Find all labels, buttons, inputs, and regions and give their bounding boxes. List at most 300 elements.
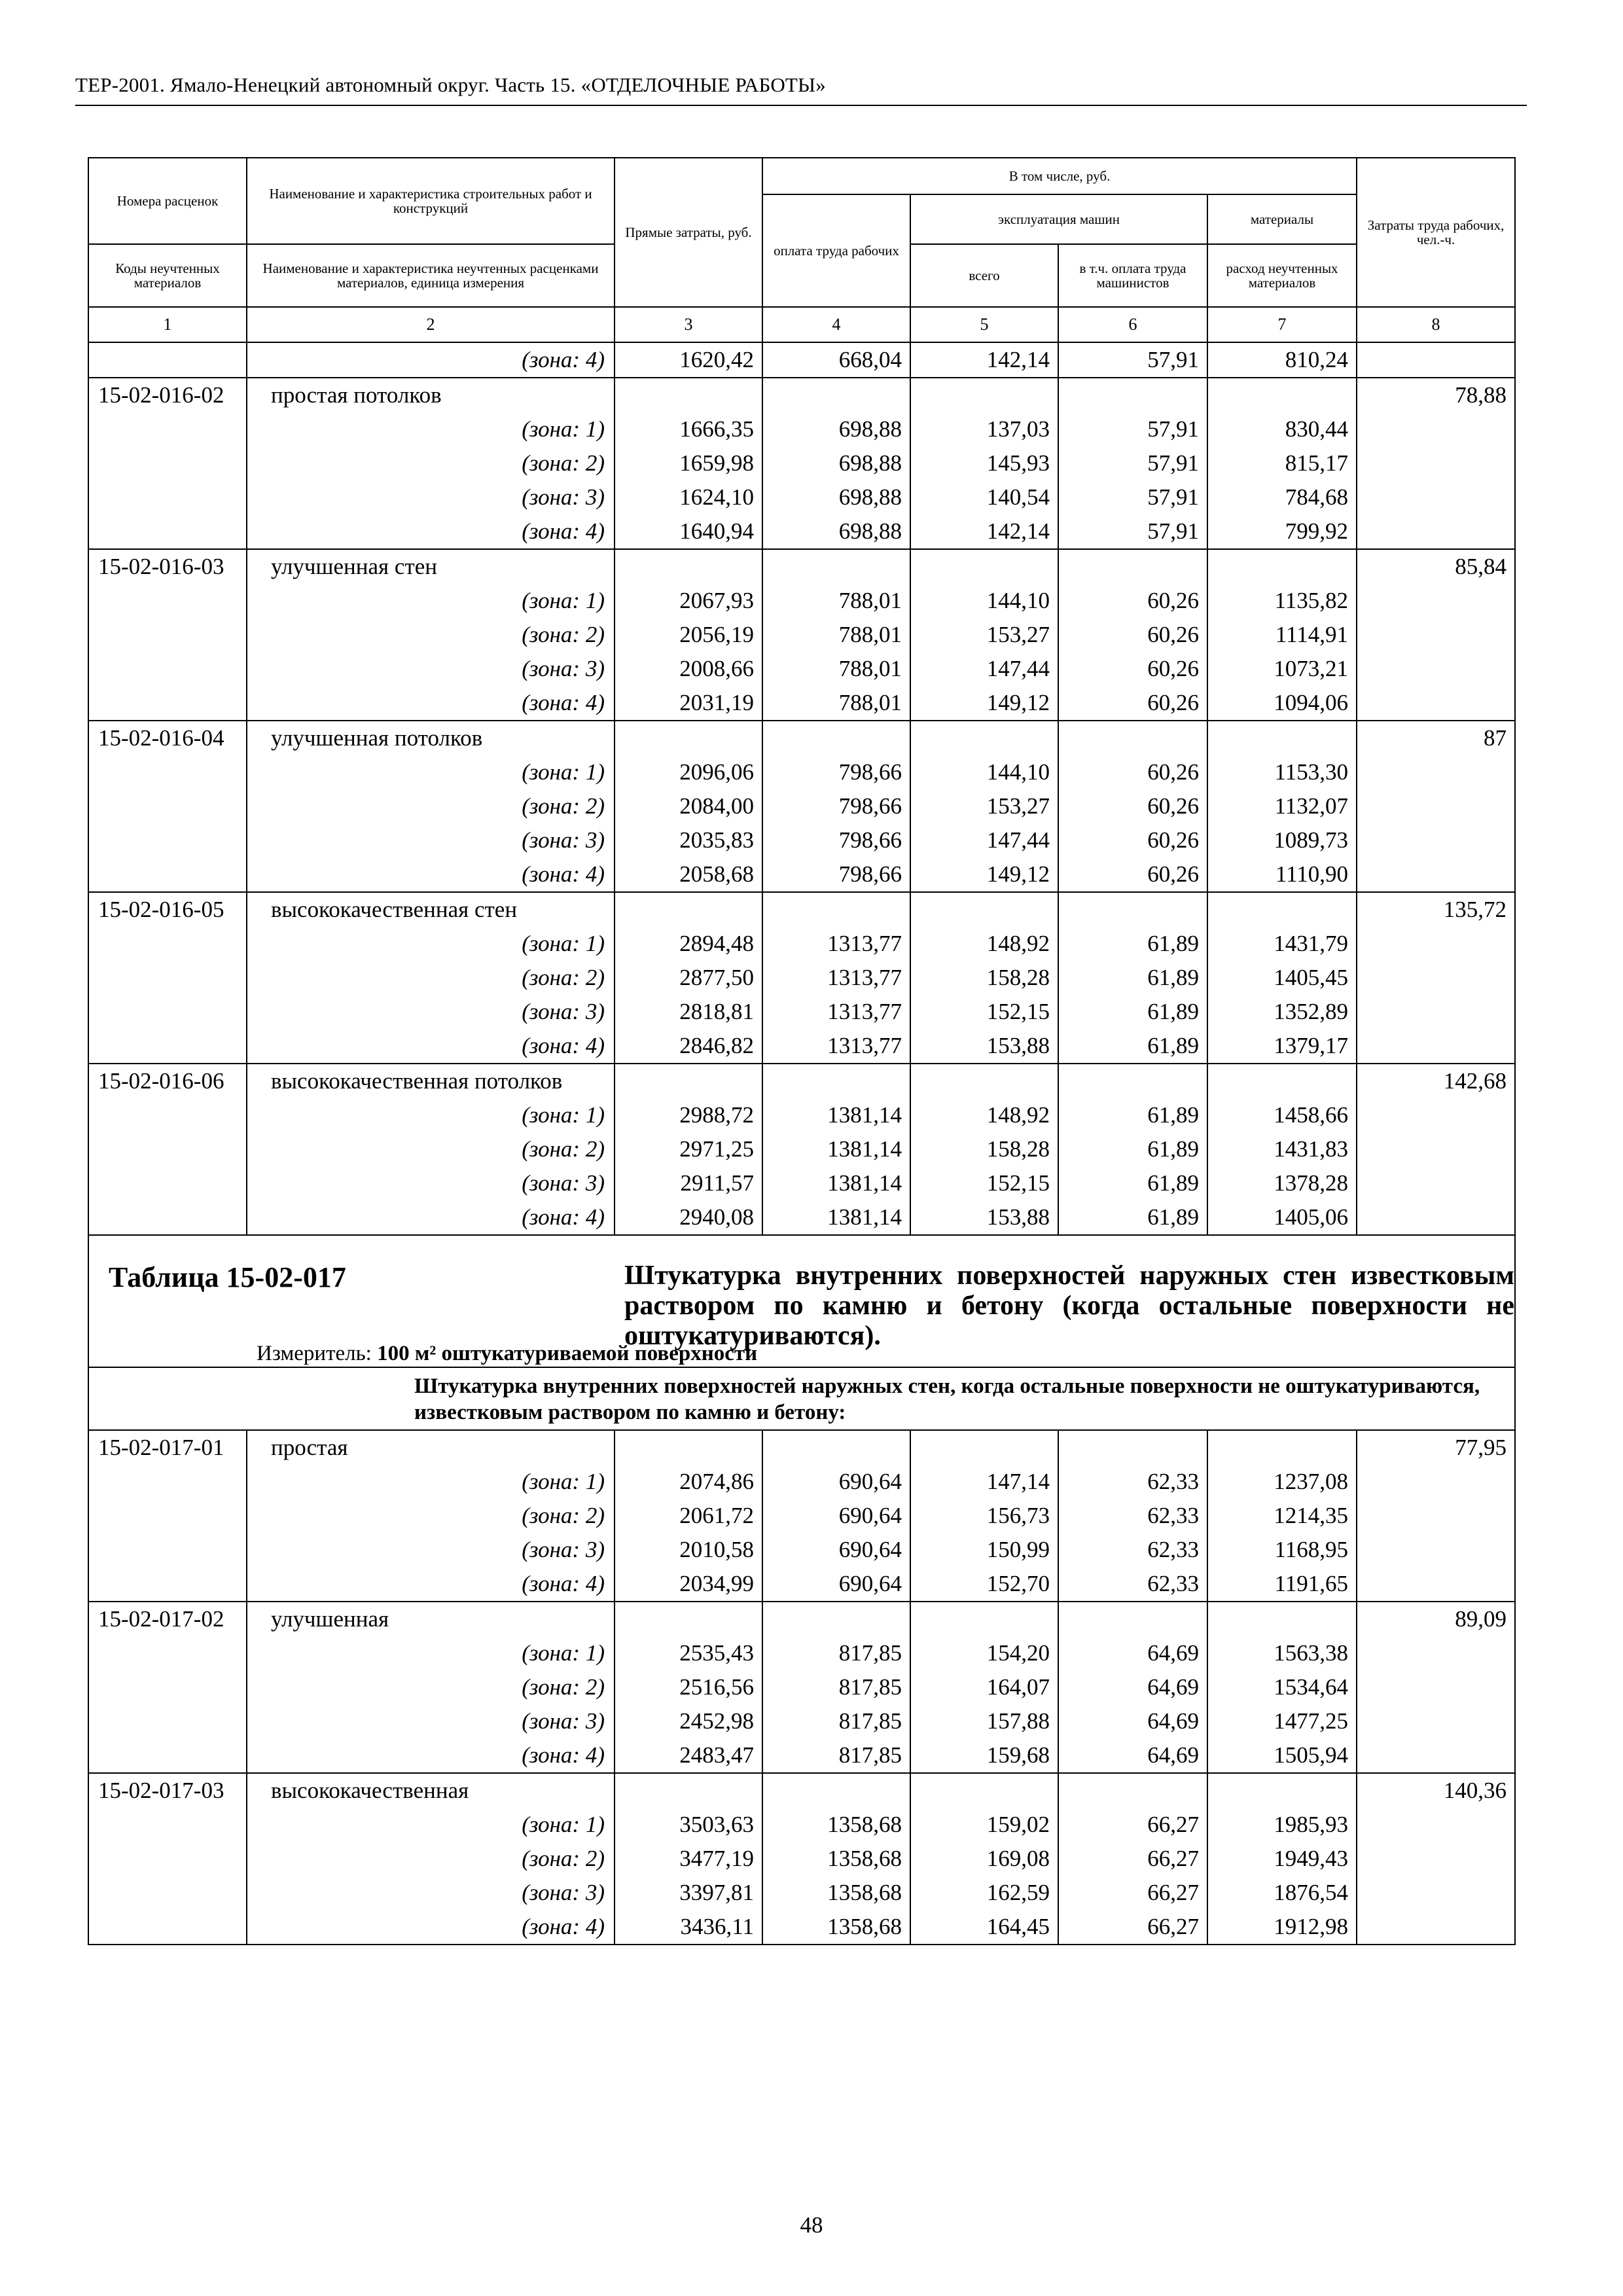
- zone-label: (зона: 4): [247, 342, 615, 378]
- labor-pay: 798,66: [762, 789, 910, 823]
- direct-cost: 3436,11: [615, 1910, 762, 1945]
- rate-name: простая потолков: [247, 378, 615, 412]
- operators-pay: 64,69: [1058, 1670, 1207, 1704]
- direct-cost: 1666,35: [615, 412, 762, 446]
- operators-pay: 60,26: [1058, 584, 1207, 618]
- operators-pay: 62,33: [1058, 1465, 1207, 1499]
- operators-pay: 66,27: [1058, 1910, 1207, 1945]
- table-body-017: [88, 1430, 1515, 1945]
- operators-pay: 64,69: [1058, 1738, 1207, 1773]
- materials-cost: 1191,65: [1207, 1567, 1357, 1602]
- operators-pay: 61,89: [1058, 995, 1207, 1029]
- materials-cost: 1114,91: [1207, 618, 1357, 652]
- labor-pay: 798,66: [762, 823, 910, 857]
- empty-cell: [1357, 1132, 1515, 1166]
- empty-cell: [615, 892, 762, 927]
- empty-cell: [88, 961, 247, 995]
- zone-row: [88, 1738, 1515, 1773]
- empty-cell: [1357, 1029, 1515, 1064]
- empty-cell: [1357, 1200, 1515, 1235]
- zone-label: (зона: 3): [247, 1876, 615, 1910]
- machines-total: 156,73: [910, 1499, 1058, 1533]
- empty-cell: [910, 721, 1058, 755]
- empty-cell: [1058, 1602, 1207, 1636]
- empty-cell: [88, 652, 247, 686]
- rate-row: [88, 721, 1515, 755]
- direct-cost: 2483,47: [615, 1738, 762, 1773]
- head-col1-bottom: Коды неучтенных материалов: [88, 244, 247, 307]
- empty-cell: [1357, 1098, 1515, 1132]
- direct-cost: 2034,99: [615, 1567, 762, 1602]
- zone-row: [88, 961, 1515, 995]
- zone-row: [88, 618, 1515, 652]
- zone-row: [88, 1704, 1515, 1738]
- empty-cell: [1357, 686, 1515, 721]
- empty-cell: [1357, 823, 1515, 857]
- column-number: 1: [88, 307, 247, 342]
- materials-cost: 1405,45: [1207, 961, 1357, 995]
- empty-cell: [762, 378, 910, 412]
- empty-cell: [88, 1499, 247, 1533]
- zone-row: [88, 1465, 1515, 1499]
- direct-cost: 2818,81: [615, 995, 762, 1029]
- column-number: 4: [762, 307, 910, 342]
- materials-cost: 1110,90: [1207, 857, 1357, 892]
- zone-row: [88, 1132, 1515, 1166]
- empty-cell: [1357, 584, 1515, 618]
- empty-cell: [910, 1602, 1058, 1636]
- head-machines: эксплуатация машин: [910, 194, 1207, 244]
- empty-cell: [1207, 1773, 1357, 1808]
- materials-cost: 1352,89: [1207, 995, 1357, 1029]
- labor-pay: 690,64: [762, 1465, 910, 1499]
- empty-cell: [1357, 927, 1515, 961]
- machines-total: 150,99: [910, 1533, 1058, 1567]
- direct-cost: 2988,72: [615, 1098, 762, 1132]
- empty-cell: [88, 927, 247, 961]
- direct-cost: 1620,42: [615, 342, 762, 378]
- zone-label: (зона: 4): [247, 1200, 615, 1235]
- zone-row: [88, 823, 1515, 857]
- direct-cost: 2084,00: [615, 789, 762, 823]
- empty-cell: [1357, 412, 1515, 446]
- empty-cell: [1058, 1773, 1207, 1808]
- machines-total: 158,28: [910, 1132, 1058, 1166]
- empty-cell: [1357, 1842, 1515, 1876]
- rate-name: высококачественная: [247, 1773, 615, 1808]
- empty-cell: [1207, 892, 1357, 927]
- operators-pay: 61,89: [1058, 1029, 1207, 1064]
- rate-name: простая: [247, 1430, 615, 1465]
- rate-name: улучшенная потолков: [247, 721, 615, 755]
- empty-cell: [88, 1808, 247, 1842]
- empty-cell: [88, 446, 247, 480]
- empty-cell: [88, 1704, 247, 1738]
- zone-row: [88, 1876, 1515, 1910]
- materials-cost: 1458,66: [1207, 1098, 1357, 1132]
- zone-label: (зона: 4): [247, 686, 615, 721]
- labor-pay: 1313,77: [762, 1029, 910, 1064]
- materials-cost: 1912,98: [1207, 1910, 1357, 1945]
- head-col1-top: Номера расценок: [88, 158, 247, 244]
- empty-cell: [88, 789, 247, 823]
- empty-cell: [1357, 755, 1515, 789]
- empty-cell: [1357, 514, 1515, 549]
- direct-cost: 1659,98: [615, 446, 762, 480]
- direct-cost: 2971,25: [615, 1132, 762, 1166]
- head-col2-bottom: Наименование и характеристика неучтенных расценками материалов, единица измерения: [247, 244, 615, 307]
- labor-pay: 788,01: [762, 584, 910, 618]
- empty-cell: [88, 857, 247, 892]
- empty-cell: [910, 892, 1058, 927]
- operators-pay: 66,27: [1058, 1876, 1207, 1910]
- zone-label: (зона: 3): [247, 995, 615, 1029]
- zone-label: (зона: 2): [247, 1499, 615, 1533]
- operators-pay: 64,69: [1058, 1636, 1207, 1670]
- operators-pay: 61,89: [1058, 1166, 1207, 1200]
- labor-pay: 817,85: [762, 1670, 910, 1704]
- materials-cost: 1505,94: [1207, 1738, 1357, 1773]
- head-col5: всего: [910, 244, 1058, 307]
- measure-value: 100 м² оштукатуриваемой поверхности: [377, 1342, 758, 1365]
- direct-cost: 2894,48: [615, 927, 762, 961]
- head-in-total: В том числе, руб.: [762, 158, 1357, 194]
- zone-row: [88, 1098, 1515, 1132]
- direct-cost: 2452,98: [615, 1704, 762, 1738]
- direct-cost: 2911,57: [615, 1166, 762, 1200]
- empty-cell: [762, 892, 910, 927]
- empty-cell: [1357, 1738, 1515, 1773]
- empty-cell: [1357, 995, 1515, 1029]
- zone-row: [88, 1166, 1515, 1200]
- empty-cell: [615, 1430, 762, 1465]
- operators-pay: 60,26: [1058, 755, 1207, 789]
- empty-cell: [1357, 342, 1515, 378]
- empty-cell: [1058, 721, 1207, 755]
- materials-cost: 1379,17: [1207, 1029, 1357, 1064]
- empty-cell: [1058, 892, 1207, 927]
- rate-code: 15-02-016-06: [88, 1064, 247, 1098]
- machines-total: 159,68: [910, 1738, 1058, 1773]
- zone-label: (зона: 1): [247, 584, 615, 618]
- zone-row: [88, 1842, 1515, 1876]
- measure-unit: [257, 1342, 757, 1366]
- empty-cell: [88, 1876, 247, 1910]
- empty-cell: [615, 378, 762, 412]
- table-number: Таблица 15-02-017: [109, 1261, 346, 1293]
- materials-cost: 1563,38: [1207, 1636, 1357, 1670]
- empty-cell: [1357, 446, 1515, 480]
- direct-cost: 2074,86: [615, 1465, 762, 1499]
- operators-pay: 57,91: [1058, 514, 1207, 549]
- materials-cost: 1405,06: [1207, 1200, 1357, 1235]
- labor-hours: 85,84: [1357, 549, 1515, 584]
- labor-pay: 690,64: [762, 1567, 910, 1602]
- labor-pay: 1381,14: [762, 1132, 910, 1166]
- zone-label: (зона: 3): [247, 652, 615, 686]
- direct-cost: 1640,94: [615, 514, 762, 549]
- table-body-016: [88, 342, 1515, 1235]
- zone-label: (зона: 1): [247, 1098, 615, 1132]
- operators-pay: 57,91: [1058, 480, 1207, 514]
- labor-pay: 698,88: [762, 514, 910, 549]
- zone-row: [88, 480, 1515, 514]
- rate-row: [88, 1602, 1515, 1636]
- column-number: 7: [1207, 307, 1357, 342]
- rate-row: [88, 892, 1515, 927]
- empty-cell: [762, 721, 910, 755]
- empty-cell: [1207, 549, 1357, 584]
- empty-cell: [88, 823, 247, 857]
- empty-cell: [1357, 618, 1515, 652]
- materials-cost: 1985,93: [1207, 1808, 1357, 1842]
- machines-total: 153,88: [910, 1029, 1058, 1064]
- empty-cell: [1058, 378, 1207, 412]
- zone-row: [88, 1499, 1515, 1533]
- zone-label: (зона: 3): [247, 1166, 615, 1200]
- labor-pay: 788,01: [762, 652, 910, 686]
- zone-label: (зона: 2): [247, 789, 615, 823]
- zone-row: [88, 1636, 1515, 1670]
- direct-cost: 2008,66: [615, 652, 762, 686]
- labor-pay: 1313,77: [762, 995, 910, 1029]
- empty-cell: [88, 412, 247, 446]
- zone-label: (зона: 4): [247, 514, 615, 549]
- table-head: [88, 158, 1515, 342]
- empty-cell: [88, 342, 247, 378]
- rate-code: 15-02-017-03: [88, 1773, 247, 1808]
- zone-row: [88, 584, 1515, 618]
- direct-cost: 2940,08: [615, 1200, 762, 1235]
- machines-total: 145,93: [910, 446, 1058, 480]
- running-header: ТЕР-2001. Ямало-Ненецкий автономный округ. Часть 15. «ОТДЕЛОЧНЫЕ РАБОТЫ»: [75, 73, 826, 96]
- materials-cost: 1876,54: [1207, 1876, 1357, 1910]
- materials-cost: 1073,21: [1207, 652, 1357, 686]
- empty-cell: [762, 549, 910, 584]
- machines-total: 137,03: [910, 412, 1058, 446]
- empty-cell: [615, 1064, 762, 1098]
- section-intro: Штукатурка внутренних поверхностей наружных стен, когда остальные поверхности не оштукатуриваются, известковым раствором по камню и бетону:: [414, 1374, 1480, 1424]
- empty-cell: [88, 514, 247, 549]
- zone-row: [88, 1567, 1515, 1602]
- zone-label: (зона: 2): [247, 446, 615, 480]
- operators-pay: 61,89: [1058, 1200, 1207, 1235]
- machines-total: 152,15: [910, 1166, 1058, 1200]
- labor-pay: 668,04: [762, 342, 910, 378]
- machines-total: 169,08: [910, 1842, 1058, 1876]
- zone-row: [88, 446, 1515, 480]
- rate-name: высококачественная потолков: [247, 1064, 615, 1098]
- zone-label: (зона: 3): [247, 1533, 615, 1567]
- empty-cell: [1357, 1567, 1515, 1602]
- zone-label: (зона: 4): [247, 1738, 615, 1773]
- empty-cell: [1357, 480, 1515, 514]
- labor-pay: 1358,68: [762, 1876, 910, 1910]
- page-number: 48: [800, 2212, 823, 2238]
- rate-row: [88, 1064, 1515, 1098]
- empty-cell: [1207, 378, 1357, 412]
- empty-cell: [88, 755, 247, 789]
- empty-cell: [910, 1430, 1058, 1465]
- machines-total: 149,12: [910, 857, 1058, 892]
- labor-hours: 142,68: [1357, 1064, 1515, 1098]
- zone-label: (зона: 2): [247, 1132, 615, 1166]
- measure-label: Измеритель:: [257, 1342, 378, 1365]
- labor-hours: 77,95: [1357, 1430, 1515, 1465]
- zone-row: [88, 857, 1515, 892]
- machines-total: 148,92: [910, 927, 1058, 961]
- zone-label: (зона: 3): [247, 823, 615, 857]
- rate-code: 15-02-017-02: [88, 1602, 247, 1636]
- empty-cell: [762, 1602, 910, 1636]
- labor-pay: 1313,77: [762, 961, 910, 995]
- empty-cell: [1207, 1064, 1357, 1098]
- head-col4: оплата труда рабочих: [762, 194, 910, 307]
- labor-pay: 817,85: [762, 1704, 910, 1738]
- head-col3: Прямые затраты, руб.: [615, 158, 762, 307]
- zone-row: [88, 995, 1515, 1029]
- labor-pay: 1358,68: [762, 1910, 910, 1945]
- zone-label: (зона: 3): [247, 1704, 615, 1738]
- labor-pay: 1358,68: [762, 1842, 910, 1876]
- empty-cell: [88, 1465, 247, 1499]
- labor-pay: 1358,68: [762, 1808, 910, 1842]
- column-number: 3: [615, 307, 762, 342]
- column-number: 2: [247, 307, 615, 342]
- labor-hours: 140,36: [1357, 1773, 1515, 1808]
- empty-cell: [1357, 1704, 1515, 1738]
- rate-name: улучшенная стен: [247, 549, 615, 584]
- empty-cell: [762, 1064, 910, 1098]
- empty-cell: [910, 1064, 1058, 1098]
- operators-pay: 66,27: [1058, 1842, 1207, 1876]
- labor-pay: 817,85: [762, 1738, 910, 1773]
- labor-pay: 698,88: [762, 446, 910, 480]
- rate-code: 15-02-017-01: [88, 1430, 247, 1465]
- operators-pay: 61,89: [1058, 927, 1207, 961]
- rate-code: 15-02-016-05: [88, 892, 247, 927]
- machines-total: 154,20: [910, 1636, 1058, 1670]
- empty-cell: [88, 1533, 247, 1567]
- operators-pay: 62,33: [1058, 1533, 1207, 1567]
- materials-cost: 1477,25: [1207, 1704, 1357, 1738]
- direct-cost: 2067,93: [615, 584, 762, 618]
- materials-cost: 1431,79: [1207, 927, 1357, 961]
- direct-cost: 2535,43: [615, 1636, 762, 1670]
- zone-row: [88, 1029, 1515, 1064]
- machines-total: 142,14: [910, 514, 1058, 549]
- empty-cell: [88, 1166, 247, 1200]
- empty-cell: [1357, 652, 1515, 686]
- empty-cell: [1207, 721, 1357, 755]
- zone-label: (зона: 2): [247, 1670, 615, 1704]
- zone-label: (зона: 1): [247, 1465, 615, 1499]
- empty-cell: [88, 1567, 247, 1602]
- machines-total: 147,44: [910, 823, 1058, 857]
- empty-cell: [762, 1773, 910, 1808]
- materials-cost: 1089,73: [1207, 823, 1357, 857]
- rates-table: [88, 157, 1516, 1945]
- machines-total: 159,02: [910, 1808, 1058, 1842]
- empty-cell: [615, 1602, 762, 1636]
- direct-cost: 2846,82: [615, 1029, 762, 1064]
- materials-cost: 1135,82: [1207, 584, 1357, 618]
- machines-total: 152,70: [910, 1567, 1058, 1602]
- empty-cell: [1357, 1876, 1515, 1910]
- machines-total: 147,14: [910, 1465, 1058, 1499]
- labor-pay: 798,66: [762, 857, 910, 892]
- empty-cell: [1357, 1636, 1515, 1670]
- operators-pay: 60,26: [1058, 652, 1207, 686]
- operators-pay: 60,26: [1058, 857, 1207, 892]
- machines-total: 157,88: [910, 1704, 1058, 1738]
- zone-label: (зона: 2): [247, 618, 615, 652]
- zone-row: [88, 412, 1515, 446]
- zone-row: [88, 1808, 1515, 1842]
- operators-pay: 61,89: [1058, 1132, 1207, 1166]
- machines-total: 153,27: [910, 789, 1058, 823]
- zone-label: (зона: 2): [247, 1842, 615, 1876]
- empty-cell: [88, 686, 247, 721]
- machines-total: 140,54: [910, 480, 1058, 514]
- machines-total: 142,14: [910, 342, 1058, 378]
- materials-cost: 1168,95: [1207, 1533, 1357, 1567]
- empty-cell: [88, 1842, 247, 1876]
- head-col2-top: Наименование и характеристика строительных работ и конструкций: [247, 158, 615, 244]
- machines-total: 152,15: [910, 995, 1058, 1029]
- rate-row: [88, 1773, 1515, 1808]
- materials-cost: 784,68: [1207, 480, 1357, 514]
- zone-label: (зона: 2): [247, 961, 615, 995]
- empty-cell: [1357, 789, 1515, 823]
- zone-label: (зона: 1): [247, 412, 615, 446]
- direct-cost: 2096,06: [615, 755, 762, 789]
- materials-cost: 799,92: [1207, 514, 1357, 549]
- direct-cost: 3477,19: [615, 1842, 762, 1876]
- header-rule: [75, 105, 1527, 106]
- zone-row: [88, 686, 1515, 721]
- empty-cell: [88, 1738, 247, 1773]
- machines-total: 153,88: [910, 1200, 1058, 1235]
- empty-cell: [88, 618, 247, 652]
- zone-label: (зона: 4): [247, 1910, 615, 1945]
- labor-pay: 698,88: [762, 412, 910, 446]
- zone-row: [88, 514, 1515, 549]
- zone-row: [88, 1533, 1515, 1567]
- labor-pay: 1381,14: [762, 1166, 910, 1200]
- direct-cost: 3397,81: [615, 1876, 762, 1910]
- rate-name: высококачественная стен: [247, 892, 615, 927]
- empty-cell: [910, 1773, 1058, 1808]
- labor-pay: 817,85: [762, 1636, 910, 1670]
- zone-row: [88, 927, 1515, 961]
- zone-label: (зона: 4): [247, 1567, 615, 1602]
- materials-cost: 1534,64: [1207, 1670, 1357, 1704]
- operators-pay: 64,69: [1058, 1704, 1207, 1738]
- operators-pay: 61,89: [1058, 1098, 1207, 1132]
- zone-row: [88, 755, 1515, 789]
- operators-pay: 60,26: [1058, 686, 1207, 721]
- empty-cell: [1357, 1465, 1515, 1499]
- direct-cost: 2035,83: [615, 823, 762, 857]
- direct-cost: 1624,10: [615, 480, 762, 514]
- zone-label: (зона: 1): [247, 927, 615, 961]
- empty-cell: [910, 549, 1058, 584]
- direct-cost: 2058,68: [615, 857, 762, 892]
- materials-cost: 815,17: [1207, 446, 1357, 480]
- empty-cell: [1357, 1166, 1515, 1200]
- machines-total: 144,10: [910, 755, 1058, 789]
